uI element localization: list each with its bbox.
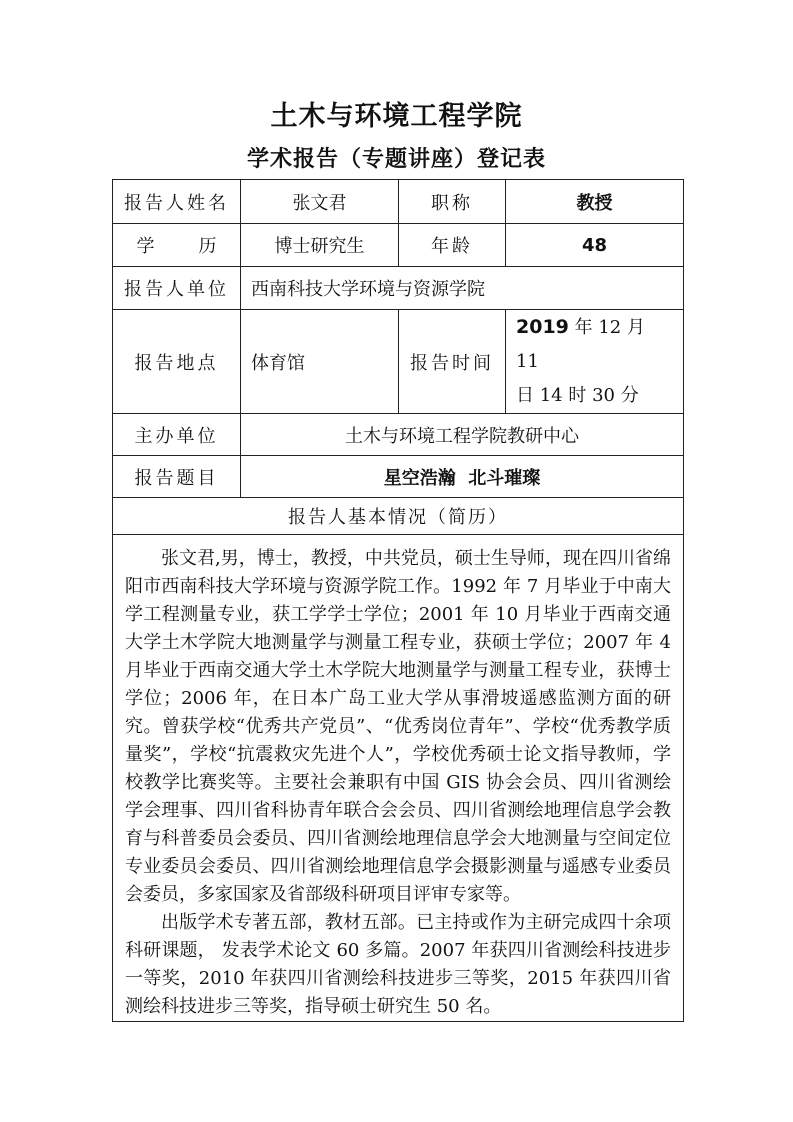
- time-year-unit: 年: [574, 317, 593, 338]
- bio-heading: 报告人基本情况（简历）: [113, 498, 684, 535]
- row-place-time: [113, 310, 684, 414]
- time-day: 11: [516, 351, 539, 372]
- row-education: [113, 224, 684, 267]
- education-label: [113, 224, 241, 267]
- bio-paragraph-1: 张文君,男，博士，教授，中共党员，硕士生导师，现在四川省绵阳市西南科技大学环境与资源学院工作。1992 年 7 月毕业于中南大学工程测量专业，获工学学士学位；2001 年 10 月毕业于西南交通大学土木学院大地测量学与测量工程专业，获硕士学位；2007 年 4 月毕业于西南交通大学土木学院大地测量学与测量工程专业，获博士学位；2006 年，在日本广岛工业大学从事滑坡遥感监测方面的研究。曾获学校“优秀共产党员”、“优秀岗位青年”、学校“优秀教学质量奖”，学校“抗震救灾先进个人”，学校优秀硕士论文指导教师，学校教学比赛奖等。主要社会兼职有中国 GIS 协会会员、四川省测绘学会理事、四川省科协青年联合会会员、四川省测绘地理信息学会教育与科普委员会委员、四川省测绘地理信息学会大地测量与空间定位专业委员会委员、四川省测绘地理信息学会摄影测量与遥感专业委员会委员，多家国家及省部级科研项目评审专家等。: [125, 548, 671, 905]
- education-label-char1: 学: [136, 236, 155, 257]
- time-minute-unit: 分: [620, 385, 639, 406]
- topic-label: 报告题目: [113, 456, 241, 498]
- job-title-label: 职称: [399, 180, 506, 224]
- topic-value: 星空浩瀚 北斗璀璨: [241, 456, 684, 498]
- time-month: 12: [598, 317, 622, 338]
- registration-form-table: [112, 179, 684, 1022]
- time-hour: 14: [539, 385, 563, 406]
- form-subtitle: 学术报告（专题讲座）登记表: [246, 147, 546, 172]
- time-day-unit: 日: [516, 385, 534, 406]
- education-label-char2: 历: [198, 236, 217, 257]
- row-topic: [113, 456, 684, 498]
- time-label: 报告时间: [399, 310, 506, 414]
- time-minute: 30: [592, 385, 616, 406]
- name-value: 张文君: [241, 180, 399, 224]
- time-line-2: [516, 379, 683, 413]
- page-title: 土木与环境工程学院: [270, 101, 523, 132]
- row-bio: [113, 535, 684, 1022]
- age-label: 年龄: [399, 224, 506, 267]
- time-year: 2019: [516, 316, 569, 338]
- name-label: 报告人姓名: [113, 180, 241, 224]
- time-hour-unit: 时: [568, 385, 587, 406]
- row-bio-heading: [113, 498, 684, 535]
- place-value: 体育馆: [241, 310, 399, 414]
- unit-label: 报告人单位: [113, 267, 241, 310]
- time-month-unit: 月: [627, 317, 645, 338]
- unit-value: 西南科技大学环境与资源学院: [241, 267, 684, 310]
- row-host: [113, 414, 684, 456]
- age-value: 48: [506, 224, 684, 267]
- row-name: [113, 180, 684, 224]
- bio-body: [113, 535, 684, 1022]
- time-value: [506, 310, 684, 414]
- place-label: 报告地点: [113, 310, 241, 414]
- host-label: 主办单位: [113, 414, 241, 456]
- host-value: 土木与环境工程学院教研中心: [241, 414, 684, 456]
- row-unit: [113, 267, 684, 310]
- time-line-1: [516, 310, 683, 379]
- bio-paragraph-2: 出版学术专著五部，教材五部。已主持或作为主研完成四十余项科研课题， 发表学术论文 60 多篇。2007 年获四川省测绘科技进步一等奖，2010 年获四川省测绘科技进步三等奖，2015 年获四川省测绘科技进步三等奖，指导硕士研究生 50 名。: [125, 912, 671, 1017]
- education-value: 博士研究生: [241, 224, 399, 267]
- job-title-value: 教授: [506, 180, 684, 224]
